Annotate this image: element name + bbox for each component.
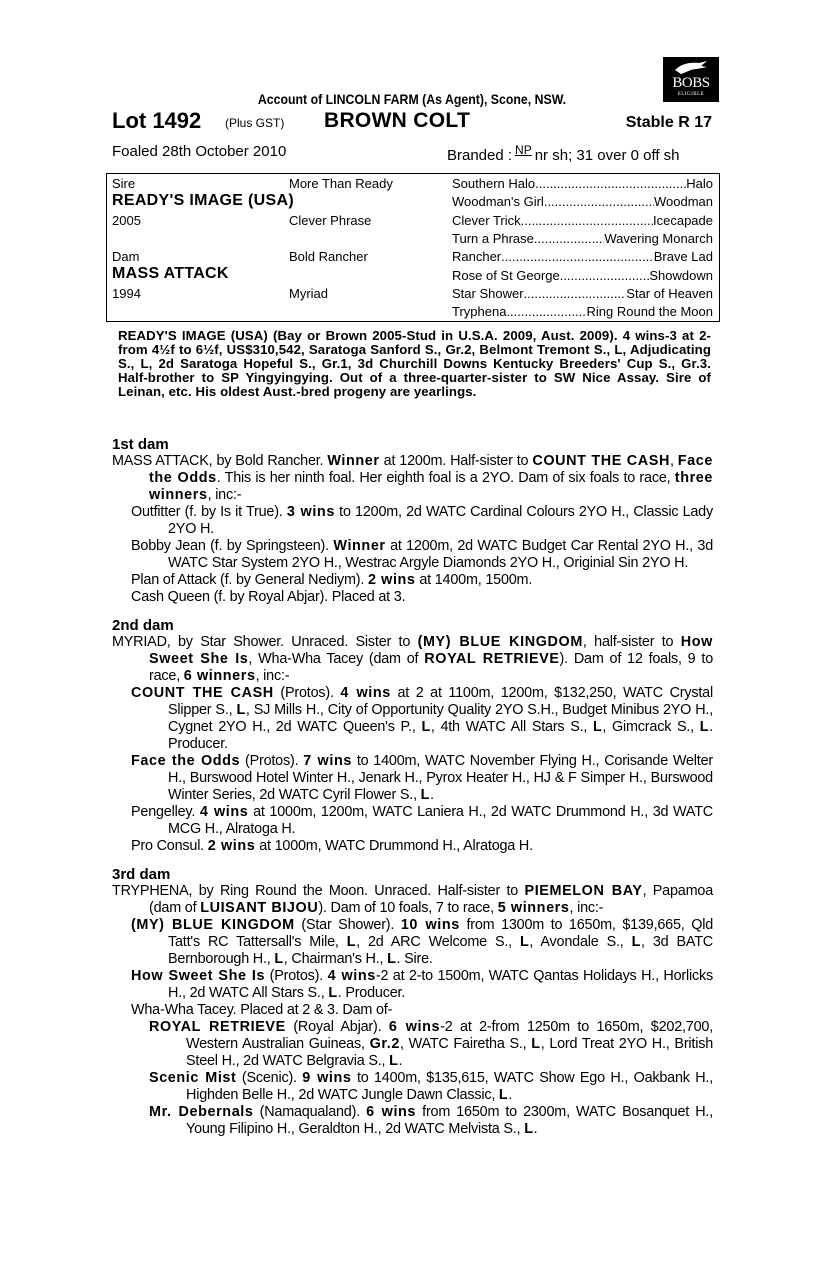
text: to 1400m, WATC November Flying H., Corisande Welter H., Burswood Hotel Winter H., Jenark H., Pyrox Heater H., HJ & F Simper H., Burswood Winter Series, 2d WATC Cyril Flower S.,	[168, 753, 713, 803]
text: Pro Consul.	[131, 838, 208, 854]
text: , WATC Fairetha S.,	[400, 1036, 532, 1052]
dam-section	[112, 866, 713, 1138]
produce-record	[112, 634, 713, 685]
text: at 1200m. Half-sister to	[379, 453, 533, 469]
text: , Wha-Wha Tacey (dam of	[248, 651, 425, 667]
grandparent-row	[452, 286, 713, 301]
grandparent-name: Tryphena	[452, 304, 507, 320]
bold-text: 9 wins	[302, 1070, 352, 1086]
pedigree-table	[106, 173, 720, 322]
produce-record	[112, 968, 713, 1002]
produce-record	[112, 1002, 713, 1019]
grandparent-name: Clever Trick	[452, 212, 521, 228]
produce-record	[112, 753, 713, 804]
text: (Protos).	[273, 685, 341, 701]
dam-dam: Myriad	[289, 286, 329, 301]
bold-text: 7 wins	[303, 753, 352, 769]
text: (Scenic).	[236, 1070, 303, 1086]
leader-dots	[535, 176, 686, 191]
text: Wha-Wha Tacey. Placed at 2 & 3. Dam of-	[131, 1002, 393, 1018]
text: , 2d ARC Welcome S.,	[356, 934, 520, 950]
bold-text: Face the Odds	[131, 753, 241, 769]
text: MYRIAD, by Star Shower. Unraced. Sister to	[112, 634, 418, 650]
text: . This is her ninth foal. Her eighth foal is a 2YO. Dam of six foals to race,	[216, 470, 675, 486]
text: from 1300m to 1650m, $139,665, Qld Tatt's RC Tattersall's Mile,	[168, 917, 713, 950]
text: ). Dam of 12 foals, 9 to race,	[149, 651, 714, 684]
produce-record	[112, 838, 713, 855]
sire-summary: READY'S IMAGE (USA) (Bay or Brown 2005-Stud in U.S.A. 2009, Aust. 2009). 4 wins-3 at 2-from 4½f to 6½f, US$310,542, Saratoga Sanford S., Gr.2, Belmont Tremont S., L, Adjudicating S., L, 2d Saratoga Hopeful S., Gr.1, 3d Churchill Downs Kentucky Breeders' Cup S., Gr.3. Half-brother to SP Yingyingying. Out of a three-quarter-sister to SW Nice Assay. Sire of Leinan, etc. His oldest Aust.-bred progeny are yearlings.	[118, 328, 711, 399]
text: (Protos).	[265, 968, 328, 984]
sire-label: Sire	[112, 176, 136, 191]
bold-text: L	[328, 985, 338, 1001]
text: -2 at 2-to 1500m, WATC Qantas Holidays H., Horlicks H., 2d WATC All Stars S.,	[168, 968, 713, 1001]
text: TRYPHENA, by Ring Round the Moon. Unraced. Half-sister to	[112, 883, 525, 899]
produce-record	[112, 917, 713, 968]
bold-text: Winner	[327, 453, 380, 469]
produce-record	[112, 453, 713, 504]
text: Outfitter (f. by Is it True).	[131, 504, 287, 520]
text: at 1200m, 2d WATC Budget Car Rental 2YO H., 3d WATC Star System 2YO H., Westrac Argyle Diamonds 2YO H., Originial Sin 2YO H.	[168, 538, 713, 571]
grandparent-name: Star Shower	[452, 285, 524, 301]
bold-text: 6 wins	[366, 1104, 417, 1120]
bold-text: L	[274, 951, 284, 967]
text: .	[508, 1087, 513, 1103]
text: .	[398, 1053, 403, 1069]
text: , inc:-	[569, 900, 604, 916]
text: , half-sister to	[582, 634, 681, 650]
bold-text: 5 winners	[497, 900, 570, 916]
text: , SJ Mills H., City of Opportunity Quality 2YO S.H., Budget Minibus 2YO H., Cygnet 2YO H., 2d WATC Queen's P.,	[168, 702, 713, 735]
branded-info	[447, 143, 680, 164]
grandparent-sire: Halo	[686, 176, 713, 191]
grandparent-row	[452, 213, 713, 228]
grandparent-sire: Star of Heaven	[626, 285, 713, 301]
text: . Producer.	[337, 985, 406, 1001]
bold-text: L	[387, 951, 397, 967]
bold-text: LUISANT BIJOU	[200, 900, 319, 916]
bold-text: L	[524, 1121, 534, 1137]
text: , Avondale S.,	[529, 934, 632, 950]
text: .	[533, 1121, 538, 1137]
grandparent-name: Turn a Phrase	[452, 230, 534, 246]
grandparent-row	[452, 304, 713, 319]
bold-text: 4 wins	[327, 968, 376, 984]
bold-text: Gr.2	[369, 1036, 401, 1052]
grandparent-sire: Woodman	[653, 194, 713, 210]
bold-text: L	[421, 719, 431, 735]
text: . Producer.	[168, 719, 713, 752]
text: (Royal Abjar).	[285, 1019, 389, 1035]
grandparent-row	[452, 194, 713, 209]
branded-details: nr sh; 31 over 0 off sh	[534, 147, 680, 164]
produce-record	[112, 572, 713, 589]
bold-text: L	[593, 719, 603, 735]
produce-record	[112, 685, 713, 753]
bold-text: (MY) BLUE KINGDOM	[417, 634, 583, 650]
dam-label: Dam	[112, 249, 140, 264]
bold-text: COUNT THE CASH	[532, 453, 670, 469]
text: , Lord Treat 2YO H., British Steel H., 2d WATC Belgravia S.,	[186, 1036, 714, 1069]
text: . Sire.	[396, 951, 433, 967]
text: , Papamoa (dam of	[149, 883, 713, 916]
grandparent-sire: Brave Lad	[653, 249, 713, 265]
horse-head-icon	[673, 60, 709, 76]
grandparent-row	[452, 176, 713, 191]
sire-dam: Clever Phrase	[289, 213, 372, 228]
text: , 4th WATC All Stars S.,	[430, 719, 594, 735]
produce-record	[112, 538, 713, 572]
bold-text: 6 winners	[183, 668, 256, 684]
text: (Namaqualand).	[253, 1104, 367, 1120]
text: ). Dam of 10 foals, 7 to race,	[318, 900, 498, 916]
bold-text: L	[631, 934, 642, 950]
bold-text: ROYAL RETRIEVE	[424, 651, 560, 667]
bold-text: Scenic Mist	[149, 1070, 237, 1086]
vendor-account: Account of LINCOLN FARM (As Agent), Scone, NSW.	[257, 91, 567, 107]
text: at 1400m, 1500m.	[415, 572, 533, 588]
text: .	[430, 787, 434, 803]
bold-text: L	[389, 1053, 399, 1069]
text: at 2 at 1100m, 1200m, $132,250, WATC Crystal Slipper S.,	[168, 685, 713, 718]
plus-gst-note: (Plus GST)	[225, 116, 285, 130]
bold-text: L	[498, 1087, 509, 1103]
dam-name: MASS ATTACK	[112, 265, 229, 282]
text: Bobby Jean (f. by Springsteen).	[131, 538, 334, 554]
leader-dots	[544, 194, 654, 209]
text: -2 at 2-from 1250m to 1650m, $202,700, Western Australian Guineas,	[186, 1019, 713, 1052]
grandparent-row	[452, 231, 713, 246]
produce-record	[112, 589, 713, 606]
sire-sire: More Than Ready	[289, 176, 393, 191]
dam-year: 1994	[112, 286, 141, 301]
section-heading: 3rd dam	[112, 866, 171, 883]
bold-text: COUNT THE CASH	[131, 685, 274, 701]
bold-text: 2 wins	[367, 572, 416, 588]
bold-text: Face the Odds	[149, 453, 713, 486]
text: at 1000m, 1200m, WATC Laniera H., 2d WATC Drummond H., 3d WATC MCG H., Alratoga H.	[168, 804, 714, 837]
text: , Chairman's H.,	[283, 951, 388, 967]
grandparent-sire: Wavering Monarch	[604, 230, 713, 246]
bold-text: 6 wins	[388, 1019, 441, 1035]
leader-dots	[534, 231, 604, 246]
lot-number: Lot 1492	[112, 108, 202, 133]
bold-text: 2 wins	[207, 838, 256, 854]
produce-record	[112, 1070, 713, 1104]
leader-dots	[560, 268, 650, 283]
text: to 1400m, $135,615, WATC Show Ego H., Oakbank H., Highden Belle H., 2d WATC Jungle Dawn Classic,	[186, 1070, 714, 1103]
text: , inc:-	[255, 668, 290, 684]
bold-text: Winner	[333, 538, 386, 554]
produce-record	[112, 883, 713, 917]
lot-description: BROWN COLT	[324, 109, 471, 132]
text: Plan of Attack (f. by General Nediym).	[131, 572, 368, 588]
bold-text: 4 wins	[340, 685, 391, 701]
bold-text: Mr. Debernals	[149, 1104, 254, 1120]
produce-record	[112, 804, 713, 838]
leader-dots	[506, 304, 586, 319]
text: , Gimcrack S.,	[602, 719, 700, 735]
bold-text: 10 wins	[400, 917, 460, 933]
logo-subtext: ELIGIBLE	[677, 92, 705, 97]
text: (Protos).	[240, 753, 304, 769]
bold-text: (MY) BLUE KINGDOM	[131, 917, 295, 933]
bold-text: L	[519, 934, 530, 950]
section-heading: 1st dam	[112, 436, 169, 453]
grandparent-row	[452, 268, 713, 283]
text: to 1200m, 2d WATC Cardinal Colours 2YO H., Classic Lady 2YO H.	[168, 504, 713, 537]
produce-record	[112, 1104, 713, 1138]
dam-lines	[112, 436, 713, 1149]
leader-dots	[521, 213, 653, 228]
brand-mark: NP	[515, 143, 532, 157]
grandparent-name: Southern Halo	[452, 176, 536, 191]
text: (Star Shower).	[294, 917, 401, 933]
text: , inc:-	[207, 487, 242, 503]
bold-text: L	[346, 934, 357, 950]
text: ,	[669, 453, 678, 469]
logo-text: BOBS	[672, 75, 710, 91]
sire-year: 2005	[112, 213, 141, 228]
grandparent-name: Rose of St George	[452, 267, 560, 283]
bold-text: L	[420, 787, 431, 803]
text: at 1000m, WATC Drummond H., Alratoga H.	[255, 838, 533, 854]
text: MASS ATTACK, by Bold Rancher.	[112, 453, 328, 469]
grandparent-sire: Icecapade	[653, 212, 713, 228]
bold-text: PIEMELON BAY	[524, 883, 643, 899]
bold-text: L	[531, 1036, 541, 1052]
grandparent-name: Rancher	[452, 249, 502, 265]
bold-text: L	[236, 702, 246, 718]
grandparent-sire: Showdown	[649, 267, 713, 283]
grandparent-row	[452, 249, 713, 264]
branded-label: Branded :	[447, 147, 513, 164]
dam-section	[112, 436, 713, 606]
bold-text: How Sweet She Is	[149, 634, 713, 667]
text: from 1650m to 2300m, WATC Bosanquet H., Young Filipino H., Geraldton H., 2d WATC Melvista S.,	[186, 1104, 713, 1137]
text: Pengelley.	[131, 804, 200, 820]
dam-sire: Bold Rancher	[289, 249, 368, 264]
grandparent-name: Woodman's Girl	[452, 194, 544, 210]
bold-text: ROYAL RETRIEVE	[149, 1019, 286, 1035]
text: , 3d BATC Bernborough H.,	[168, 934, 713, 967]
sire-name: READY'S IMAGE (USA)	[112, 192, 294, 209]
section-heading: 2nd dam	[112, 617, 174, 634]
bold-text: three winners	[149, 470, 713, 503]
grandparent-sire: Ring Round the Moon	[586, 304, 713, 320]
bold-text: L	[699, 719, 710, 735]
bold-text: How Sweet She Is	[131, 968, 266, 984]
produce-record	[112, 1019, 713, 1070]
produce-record	[112, 504, 713, 538]
dam-section	[112, 617, 713, 855]
bold-text: 3 wins	[286, 504, 335, 520]
text: Cash Queen (f. by Royal Abjar). Placed at 3.	[131, 589, 406, 605]
foaled-date: Foaled 28th October 2010	[112, 143, 287, 160]
leader-dots	[524, 286, 627, 301]
stable-location: Stable R 17	[625, 114, 712, 131]
bold-text: 4 wins	[199, 804, 249, 820]
leader-dots	[501, 249, 654, 264]
